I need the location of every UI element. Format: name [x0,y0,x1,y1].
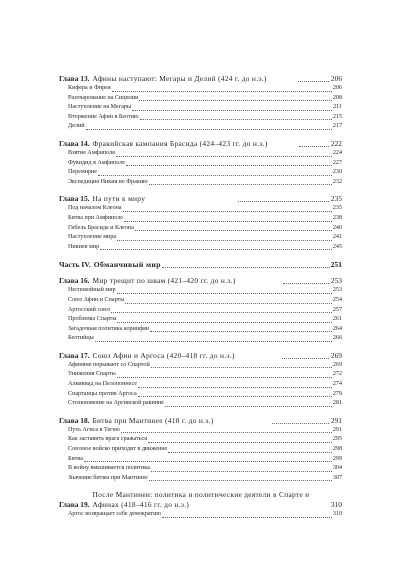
dot-leader [116,156,332,157]
section-title: Алкивиад на Пелопоннесе [68,381,137,388]
section-title: В войну вмешивается политика [68,465,150,472]
dot-leader [126,165,332,166]
page-number: 295 [332,436,342,443]
section-entry [59,315,342,325]
page-number: 281 [332,400,342,407]
page-number: 206 [330,74,343,83]
section-entry [59,204,342,214]
chapter-entry [59,74,342,132]
section-entry [59,306,342,316]
chapter-title: Фракийская кампания Брасида (424–423 гг. до н.э.) [92,138,268,148]
section-title: Значение битвы при Мантинее [68,474,148,481]
section-title: Перемирие [68,169,97,176]
chapter-entry [59,351,342,409]
dot-leader [138,396,332,397]
chapter-label: Глава 14. [59,138,90,148]
chapter-title: Битва при Мантинее (418 г. до н.э.) [92,415,214,425]
page-number: 238 [332,214,342,221]
page-number: 211 [333,104,342,111]
page-number: 310 [332,511,342,518]
dot-leader [299,146,329,147]
section-entry [59,380,342,390]
page-number: 224 [332,149,342,156]
page-number: 279 [332,390,342,397]
section-title: Делий [68,123,85,130]
section-title: Проблемы Спарты [68,316,117,323]
page-number: 269 [332,361,342,368]
dot-leader [125,303,332,304]
section-title: Союзное войско приходит в движение [68,446,168,453]
chapter-title: После Мантинеи: политика и политические деятели в Спарте и Афинах (418–416 гг. до н.э.) [92,490,310,510]
dot-leader [100,249,332,250]
dot-leader [86,129,332,130]
dot-leader [150,331,332,332]
dot-leader [111,312,332,313]
page-number: 298 [332,446,342,453]
section-entry [59,84,342,94]
dot-leader [117,293,332,294]
part-title: Обманчивый мир [93,260,161,270]
dot-leader [121,432,332,433]
section-entry [59,113,342,123]
dot-leader [132,110,332,111]
section-entry [59,474,342,484]
section-title: Никиев мир [68,243,100,250]
chapter-title: Афины наступают: Мегары и Делий (424 г. до н.э.) [92,74,267,83]
page-number: 217 [332,123,342,130]
dot-leader [238,201,329,202]
chapter-label: Глава 17. [59,350,90,360]
section-title: Гибель Брасида и Клеона [68,224,134,231]
dot-leader [135,230,332,231]
section-title: Вторжение Афин в Беотию [68,113,139,120]
page-number: 230 [332,169,342,176]
section-entry [59,296,342,306]
section-title: Загадочная политика коринфян [68,325,150,332]
section-title: Афиняне порывают со Спартой [68,361,150,368]
chapter-label: Глава 19. [59,500,90,510]
page-number: 254 [332,296,342,303]
page-number: 206 [332,85,342,91]
chapter-label: Глава 18. [59,415,90,425]
section-title: Битва [68,455,83,462]
page-number: 257 [332,306,342,313]
page-number: 241 [332,234,342,241]
page-number: 232 [332,178,342,185]
dot-leader [168,452,332,453]
page-number: 266 [332,335,342,342]
dot-leader [117,377,332,378]
chapter-heading [59,276,342,286]
chapter-title: Союз Афин и Аргоса (420–418 гг. до н.э.) [92,350,235,360]
chapter-label: Глава 13. [59,74,90,83]
section-entry [59,325,342,335]
chapter-entry [59,276,342,344]
page-number: 307 [332,474,342,481]
chapter-heading [59,194,342,204]
chapter-label: Глава 15. [59,194,90,204]
section-entry [59,361,342,371]
section-entry [59,149,342,159]
page-number: 235 [332,205,342,212]
section-title: Беотийцы [68,335,94,342]
section-entry [59,168,342,178]
section-entry [59,334,342,344]
page-number: 272 [332,371,342,378]
page-number: 240 [332,224,342,231]
page-number: 222 [330,138,342,148]
dot-leader [123,211,332,212]
section-title: Спартанцы против Аргоса [68,390,137,397]
section-title: Кифера и Фирея [68,85,111,91]
section-title: Экспедиция Никия во Фракию [68,178,148,185]
section-title: Наступление мира [68,234,117,241]
dot-leader [139,100,331,101]
page-number: 253 [330,276,342,286]
chapter-heading [59,490,342,510]
chapter-entry [59,490,342,520]
section-title: Наступление на Мегары [68,104,132,111]
page-number: 304 [332,465,342,472]
dot-leader [95,341,332,342]
page-number: 264 [332,325,342,332]
page-number: 274 [332,381,342,388]
dot-leader [98,175,332,176]
section-title: Разочарование на Сицилии [68,94,139,101]
section-entry [59,159,342,169]
dot-leader [149,184,332,185]
section-entry [59,122,342,132]
dot-leader [117,240,332,241]
dot-leader [140,119,332,120]
section-entry [59,435,342,445]
section-entry [59,390,342,400]
section-title: Битва при Амфиполе [68,214,123,221]
section-entry [59,510,342,520]
dot-leader [151,367,332,368]
section-entry [59,214,342,224]
dot-leader [117,322,331,323]
dot-leader [283,283,329,284]
dot-leader [282,358,329,359]
section-title: Союз Афин и Спарты [68,296,125,303]
section-title: Под началом Клеона [68,205,122,212]
section-title: Путь Агиса в Тегею [68,426,120,433]
chapter-entry [59,139,342,187]
dot-leader [298,81,329,82]
section-entry [59,103,342,113]
page-number: 208 [332,94,342,101]
dot-leader [165,406,332,407]
section-title: Взятие Амфиполя [68,149,115,156]
section-entry [59,464,342,474]
dot-leader [151,471,332,472]
section-entry [59,426,342,436]
section-entry [59,233,342,243]
chapter-heading [59,139,342,149]
section-entry [59,224,342,234]
chapter-title: Мир трещит по швам (421–420 гг. до н.э.) [92,276,236,286]
chapter-entry [59,194,342,252]
dot-leader [112,91,332,92]
part-heading [59,260,342,270]
page-number: 235 [330,194,343,204]
section-title: Столкновение на Аргивской равнине [68,400,164,407]
dot-leader [138,387,332,388]
dot-leader [124,221,332,222]
page-number: 269 [330,350,342,360]
section-entry [59,370,342,380]
page-number: 310 [330,500,342,510]
section-title: Фукидид в Амфиполе [68,159,125,166]
page-number: 299 [332,455,342,462]
part-label: Часть IV. [59,260,91,270]
section-title: Как заставить врага сражаться [68,436,148,443]
chapter-heading [59,416,342,426]
page-number: 227 [332,159,342,166]
dot-leader [149,480,332,481]
page-number: 245 [332,243,342,250]
section-title: Унижения Спарты [68,371,116,378]
table-of-contents [59,74,342,520]
section-title: Неспокойный мир [68,287,116,294]
section-title: Аргосский союз [68,306,111,313]
section-entry [59,178,342,188]
chapter-entry [59,416,342,484]
page-number: 251 [330,260,342,270]
dot-leader [162,517,332,518]
section-entry [59,243,342,253]
page-number: 215 [332,113,342,120]
page-number: 261 [332,316,342,323]
section-entry [59,455,342,465]
section-title: Аргос возвращает себе демократию [68,511,161,518]
section-entry [59,445,342,455]
page-number: 291 [332,426,342,433]
dot-leader [148,442,332,443]
dot-leader [272,423,329,424]
chapter-heading [59,74,342,84]
page-number: 291 [330,415,342,425]
section-entry [59,94,342,104]
section-entry [59,399,342,409]
page-number: 253 [332,287,342,294]
chapter-heading [59,351,342,361]
dot-leader [162,267,330,268]
section-entry [59,286,342,296]
dot-leader [84,461,332,462]
chapter-title: На пути к миру [92,194,146,204]
chapter-label: Глава 16. [59,276,90,286]
